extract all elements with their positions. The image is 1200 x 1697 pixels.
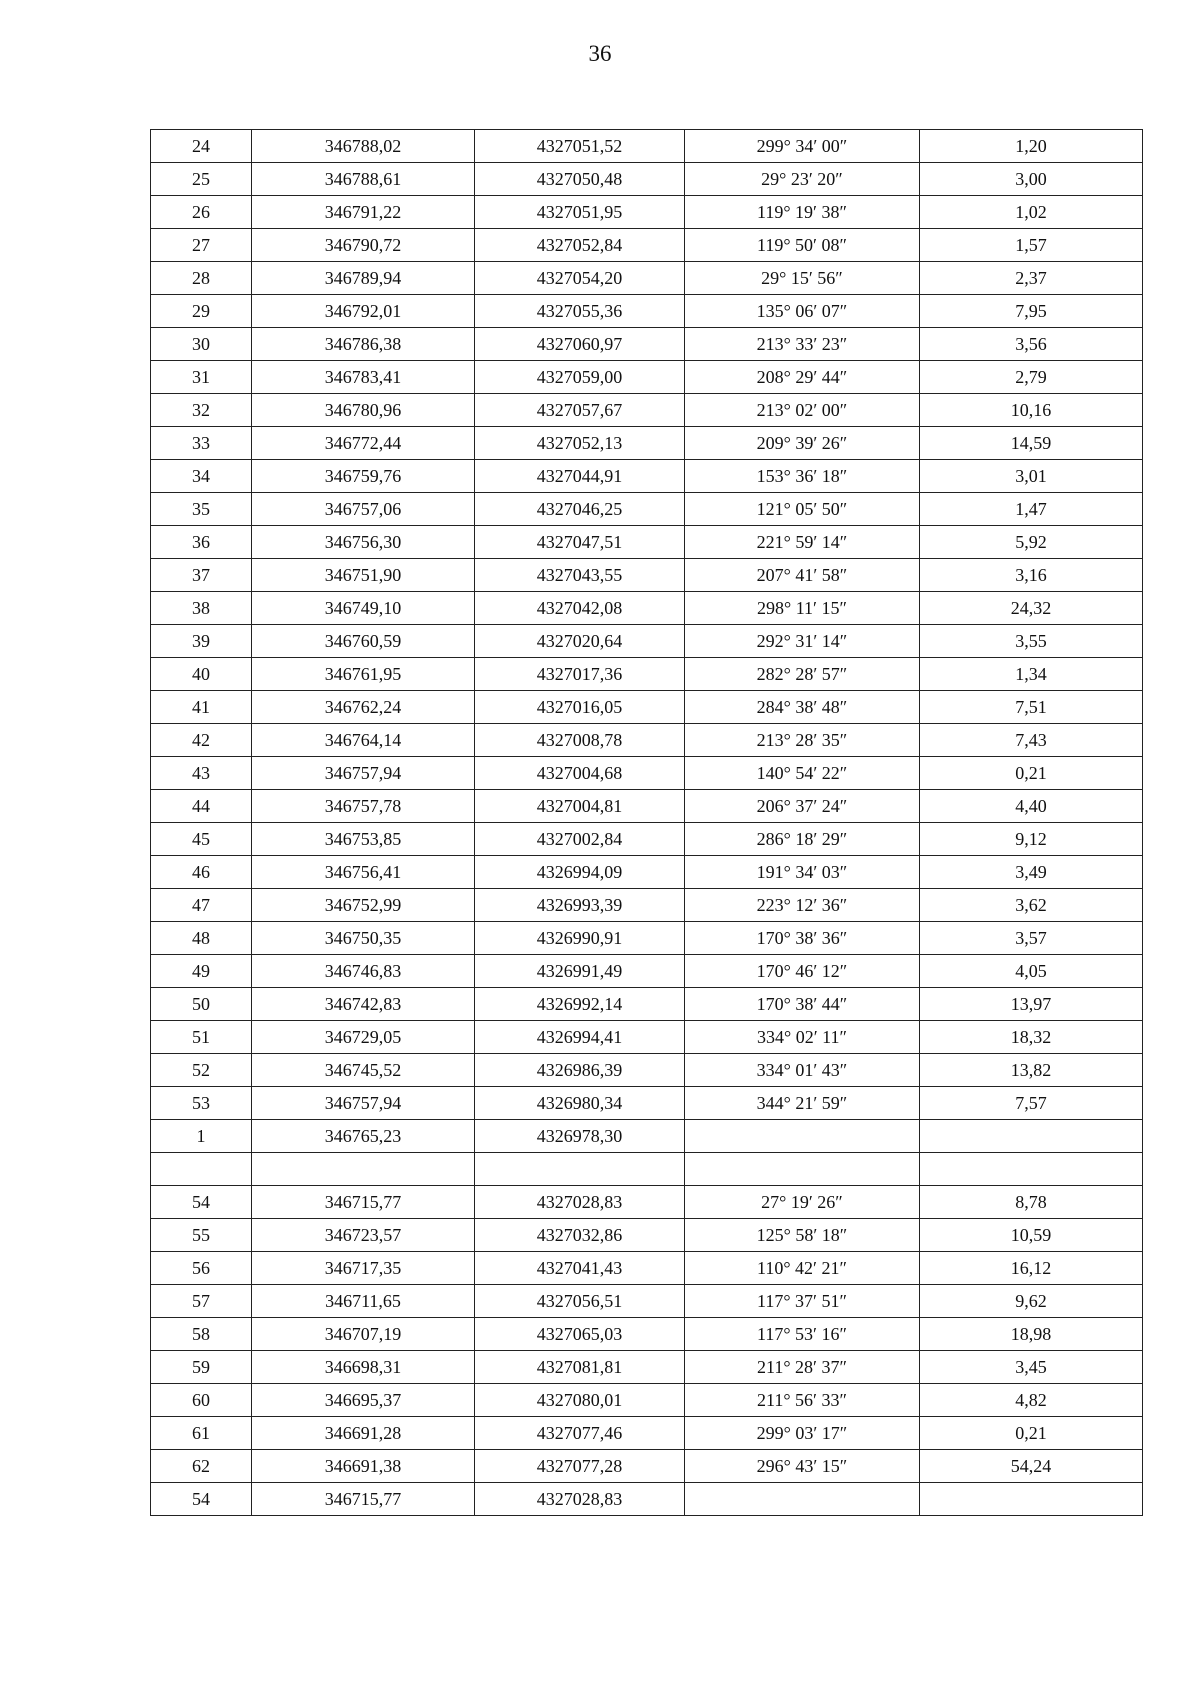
distance-cell: 2,37 bbox=[920, 262, 1143, 295]
y-coordinate-cell: 4326986,39 bbox=[475, 1054, 685, 1087]
direction-angle-cell: 211° 56′ 33″ bbox=[685, 1384, 920, 1417]
x-coordinate-cell: 346761,95 bbox=[252, 658, 475, 691]
table-row bbox=[151, 1417, 1143, 1450]
distance-cell: 18,32 bbox=[920, 1021, 1143, 1054]
point-number-cell: 34 bbox=[151, 460, 252, 493]
point-number-cell: 40 bbox=[151, 658, 252, 691]
y-coordinate-cell: 4327052,84 bbox=[475, 229, 685, 262]
point-number-cell: 24 bbox=[151, 130, 252, 163]
distance-cell: 1,20 bbox=[920, 130, 1143, 163]
y-coordinate-cell bbox=[475, 1153, 685, 1186]
page-number: 36 bbox=[588, 41, 612, 66]
y-coordinate-cell: 4327028,83 bbox=[475, 1483, 685, 1516]
x-coordinate-cell: 346756,30 bbox=[252, 526, 475, 559]
x-coordinate-cell: 346751,90 bbox=[252, 559, 475, 592]
distance-cell: 13,82 bbox=[920, 1054, 1143, 1087]
x-coordinate-cell: 346745,52 bbox=[252, 1054, 475, 1087]
y-coordinate-cell: 4327077,28 bbox=[475, 1450, 685, 1483]
table-row bbox=[151, 229, 1143, 262]
distance-cell: 0,21 bbox=[920, 757, 1143, 790]
x-coordinate-cell: 346759,76 bbox=[252, 460, 475, 493]
table-row bbox=[151, 526, 1143, 559]
x-coordinate-cell: 346757,06 bbox=[252, 493, 475, 526]
table-row bbox=[151, 1384, 1143, 1417]
y-coordinate-cell: 4327077,46 bbox=[475, 1417, 685, 1450]
table-row bbox=[151, 460, 1143, 493]
x-coordinate-cell: 346750,35 bbox=[252, 922, 475, 955]
y-coordinate-cell: 4327017,36 bbox=[475, 658, 685, 691]
table-row bbox=[151, 559, 1143, 592]
y-coordinate-cell: 4327051,95 bbox=[475, 196, 685, 229]
table-row bbox=[151, 1450, 1143, 1483]
distance-cell: 4,82 bbox=[920, 1384, 1143, 1417]
distance-cell: 3,57 bbox=[920, 922, 1143, 955]
distance-cell: 10,16 bbox=[920, 394, 1143, 427]
y-coordinate-cell: 4327051,52 bbox=[475, 130, 685, 163]
direction-angle-cell: 27° 19′ 26″ bbox=[685, 1186, 920, 1219]
direction-angle-cell: 299° 34′ 00″ bbox=[685, 130, 920, 163]
x-coordinate-cell: 346746,83 bbox=[252, 955, 475, 988]
x-coordinate-cell: 346789,94 bbox=[252, 262, 475, 295]
table-row bbox=[151, 955, 1143, 988]
table-row bbox=[151, 691, 1143, 724]
point-number-cell: 38 bbox=[151, 592, 252, 625]
y-coordinate-cell: 4327056,51 bbox=[475, 1285, 685, 1318]
direction-angle-cell: 299° 03′ 17″ bbox=[685, 1417, 920, 1450]
point-number-cell: 56 bbox=[151, 1252, 252, 1285]
table-row bbox=[151, 1054, 1143, 1087]
distance-cell: 3,62 bbox=[920, 889, 1143, 922]
y-coordinate-cell: 4327052,13 bbox=[475, 427, 685, 460]
distance-cell: 2,79 bbox=[920, 361, 1143, 394]
point-number-cell: 26 bbox=[151, 196, 252, 229]
x-coordinate-cell: 346691,38 bbox=[252, 1450, 475, 1483]
point-number-cell: 35 bbox=[151, 493, 252, 526]
y-coordinate-cell: 4327055,36 bbox=[475, 295, 685, 328]
table-row bbox=[151, 1285, 1143, 1318]
distance-cell bbox=[920, 1120, 1143, 1153]
x-coordinate-cell: 346715,77 bbox=[252, 1186, 475, 1219]
y-coordinate-cell: 4327059,00 bbox=[475, 361, 685, 394]
table-row bbox=[151, 1351, 1143, 1384]
direction-angle-cell: 170° 38′ 36″ bbox=[685, 922, 920, 955]
x-coordinate-cell: 346760,59 bbox=[252, 625, 475, 658]
table-row bbox=[151, 328, 1143, 361]
direction-angle-cell: 119° 50′ 08″ bbox=[685, 229, 920, 262]
point-number-cell: 46 bbox=[151, 856, 252, 889]
table-row bbox=[151, 889, 1143, 922]
point-number-cell: 32 bbox=[151, 394, 252, 427]
point-number-cell: 47 bbox=[151, 889, 252, 922]
distance-cell: 3,55 bbox=[920, 625, 1143, 658]
y-coordinate-cell: 4327080,01 bbox=[475, 1384, 685, 1417]
distance-cell: 3,56 bbox=[920, 328, 1143, 361]
point-number-cell: 59 bbox=[151, 1351, 252, 1384]
direction-angle-cell: 29° 15′ 56″ bbox=[685, 262, 920, 295]
y-coordinate-cell: 4326978,30 bbox=[475, 1120, 685, 1153]
distance-cell: 9,62 bbox=[920, 1285, 1143, 1318]
x-coordinate-cell: 346780,96 bbox=[252, 394, 475, 427]
x-coordinate-cell: 346752,99 bbox=[252, 889, 475, 922]
table-row bbox=[151, 988, 1143, 1021]
x-coordinate-cell: 346792,01 bbox=[252, 295, 475, 328]
y-coordinate-cell: 4327004,81 bbox=[475, 790, 685, 823]
distance-cell: 7,43 bbox=[920, 724, 1143, 757]
y-coordinate-cell: 4327065,03 bbox=[475, 1318, 685, 1351]
y-coordinate-cell: 4327016,05 bbox=[475, 691, 685, 724]
direction-angle-cell: 286° 18′ 29″ bbox=[685, 823, 920, 856]
table-row bbox=[151, 1087, 1143, 1120]
point-number-cell: 54 bbox=[151, 1186, 252, 1219]
x-coordinate-cell bbox=[252, 1153, 475, 1186]
table-row bbox=[151, 1153, 1143, 1186]
distance-cell bbox=[920, 1153, 1143, 1186]
distance-cell: 3,00 bbox=[920, 163, 1143, 196]
x-coordinate-cell: 346757,94 bbox=[252, 757, 475, 790]
point-number-cell: 58 bbox=[151, 1318, 252, 1351]
distance-cell: 10,59 bbox=[920, 1219, 1143, 1252]
y-coordinate-cell: 4327008,78 bbox=[475, 724, 685, 757]
distance-cell: 13,97 bbox=[920, 988, 1143, 1021]
x-coordinate-cell: 346711,65 bbox=[252, 1285, 475, 1318]
distance-cell: 7,51 bbox=[920, 691, 1143, 724]
point-number-cell: 42 bbox=[151, 724, 252, 757]
y-coordinate-cell: 4327028,83 bbox=[475, 1186, 685, 1219]
x-coordinate-cell: 346791,22 bbox=[252, 196, 475, 229]
x-coordinate-cell: 346753,85 bbox=[252, 823, 475, 856]
direction-angle-cell bbox=[685, 1153, 920, 1186]
direction-angle-cell: 208° 29′ 44″ bbox=[685, 361, 920, 394]
direction-angle-cell: 213° 33′ 23″ bbox=[685, 328, 920, 361]
y-coordinate-cell: 4326991,49 bbox=[475, 955, 685, 988]
point-number-cell: 37 bbox=[151, 559, 252, 592]
distance-cell: 16,12 bbox=[920, 1252, 1143, 1285]
direction-angle-cell: 211° 28′ 37″ bbox=[685, 1351, 920, 1384]
y-coordinate-cell: 4327060,97 bbox=[475, 328, 685, 361]
table-row bbox=[151, 1318, 1143, 1351]
direction-angle-cell: 284° 38′ 48″ bbox=[685, 691, 920, 724]
y-coordinate-cell: 4327081,81 bbox=[475, 1351, 685, 1384]
y-coordinate-cell: 4327050,48 bbox=[475, 163, 685, 196]
point-number-cell: 43 bbox=[151, 757, 252, 790]
y-coordinate-cell: 4326980,34 bbox=[475, 1087, 685, 1120]
table-row bbox=[151, 196, 1143, 229]
x-coordinate-cell: 346783,41 bbox=[252, 361, 475, 394]
x-coordinate-cell: 346757,94 bbox=[252, 1087, 475, 1120]
direction-angle-cell: 125° 58′ 18″ bbox=[685, 1219, 920, 1252]
point-number-cell: 31 bbox=[151, 361, 252, 394]
table-row bbox=[151, 1120, 1143, 1153]
y-coordinate-cell: 4327044,91 bbox=[475, 460, 685, 493]
distance-cell: 1,34 bbox=[920, 658, 1143, 691]
distance-cell: 1,02 bbox=[920, 196, 1143, 229]
point-number-cell: 55 bbox=[151, 1219, 252, 1252]
x-coordinate-cell: 346788,02 bbox=[252, 130, 475, 163]
x-coordinate-cell: 346757,78 bbox=[252, 790, 475, 823]
x-coordinate-cell: 346723,57 bbox=[252, 1219, 475, 1252]
direction-angle-cell: 292° 31′ 14″ bbox=[685, 625, 920, 658]
y-coordinate-cell: 4327057,67 bbox=[475, 394, 685, 427]
y-coordinate-cell: 4327041,43 bbox=[475, 1252, 685, 1285]
direction-angle-cell: 209° 39′ 26″ bbox=[685, 427, 920, 460]
table-row bbox=[151, 592, 1143, 625]
point-number-cell: 62 bbox=[151, 1450, 252, 1483]
y-coordinate-cell: 4327032,86 bbox=[475, 1219, 685, 1252]
point-number-cell: 49 bbox=[151, 955, 252, 988]
distance-cell: 4,40 bbox=[920, 790, 1143, 823]
point-number-cell: 25 bbox=[151, 163, 252, 196]
distance-cell: 24,32 bbox=[920, 592, 1143, 625]
y-coordinate-cell: 4327054,20 bbox=[475, 262, 685, 295]
direction-angle-cell: 298° 11′ 15″ bbox=[685, 592, 920, 625]
y-coordinate-cell: 4327042,08 bbox=[475, 592, 685, 625]
x-coordinate-cell: 346788,61 bbox=[252, 163, 475, 196]
direction-angle-cell: 153° 36′ 18″ bbox=[685, 460, 920, 493]
x-coordinate-cell: 346729,05 bbox=[252, 1021, 475, 1054]
distance-cell: 7,95 bbox=[920, 295, 1143, 328]
distance-cell: 18,98 bbox=[920, 1318, 1143, 1351]
distance-cell: 1,57 bbox=[920, 229, 1143, 262]
distance-cell: 4,05 bbox=[920, 955, 1143, 988]
point-number-cell: 44 bbox=[151, 790, 252, 823]
table-row bbox=[151, 856, 1143, 889]
point-number-cell: 52 bbox=[151, 1054, 252, 1087]
y-coordinate-cell: 4327002,84 bbox=[475, 823, 685, 856]
table-row bbox=[151, 790, 1143, 823]
y-coordinate-cell: 4326994,41 bbox=[475, 1021, 685, 1054]
x-coordinate-cell: 346749,10 bbox=[252, 592, 475, 625]
direction-angle-cell: 344° 21′ 59″ bbox=[685, 1087, 920, 1120]
table-row bbox=[151, 262, 1143, 295]
x-coordinate-cell: 346695,37 bbox=[252, 1384, 475, 1417]
y-coordinate-cell: 4327004,68 bbox=[475, 757, 685, 790]
direction-angle-cell: 121° 05′ 50″ bbox=[685, 493, 920, 526]
direction-angle-cell: 221° 59′ 14″ bbox=[685, 526, 920, 559]
point-number-cell: 28 bbox=[151, 262, 252, 295]
distance-cell: 9,12 bbox=[920, 823, 1143, 856]
direction-angle-cell: 282° 28′ 57″ bbox=[685, 658, 920, 691]
direction-angle-cell: 119° 19′ 38″ bbox=[685, 196, 920, 229]
point-number-cell: 60 bbox=[151, 1384, 252, 1417]
x-coordinate-cell: 346772,44 bbox=[252, 427, 475, 460]
direction-angle-cell: 206° 37′ 24″ bbox=[685, 790, 920, 823]
point-number-cell: 51 bbox=[151, 1021, 252, 1054]
coordinates-table bbox=[150, 129, 1143, 1516]
direction-angle-cell: 29° 23′ 20″ bbox=[685, 163, 920, 196]
distance-cell: 3,49 bbox=[920, 856, 1143, 889]
table-row bbox=[151, 658, 1143, 691]
y-coordinate-cell: 4326990,91 bbox=[475, 922, 685, 955]
y-coordinate-cell: 4326994,09 bbox=[475, 856, 685, 889]
table-row bbox=[151, 1252, 1143, 1285]
coordinates-table-body bbox=[151, 130, 1143, 1516]
table-row bbox=[151, 427, 1143, 460]
point-number-cell: 1 bbox=[151, 1120, 252, 1153]
table-row bbox=[151, 1219, 1143, 1252]
x-coordinate-cell: 346707,19 bbox=[252, 1318, 475, 1351]
point-number-cell: 30 bbox=[151, 328, 252, 361]
x-coordinate-cell: 346715,77 bbox=[252, 1483, 475, 1516]
point-number-cell: 57 bbox=[151, 1285, 252, 1318]
point-number-cell: 33 bbox=[151, 427, 252, 460]
y-coordinate-cell: 4326992,14 bbox=[475, 988, 685, 1021]
x-coordinate-cell: 346765,23 bbox=[252, 1120, 475, 1153]
table-row bbox=[151, 922, 1143, 955]
distance-cell: 7,57 bbox=[920, 1087, 1143, 1120]
table-row bbox=[151, 757, 1143, 790]
table-row bbox=[151, 295, 1143, 328]
point-number-cell: 48 bbox=[151, 922, 252, 955]
y-coordinate-cell: 4327046,25 bbox=[475, 493, 685, 526]
point-number-cell: 39 bbox=[151, 625, 252, 658]
distance-cell bbox=[920, 1483, 1143, 1516]
direction-angle-cell: 296° 43′ 15″ bbox=[685, 1450, 920, 1483]
table-row bbox=[151, 163, 1143, 196]
distance-cell: 0,21 bbox=[920, 1417, 1143, 1450]
distance-cell: 3,45 bbox=[920, 1351, 1143, 1384]
point-number-cell bbox=[151, 1153, 252, 1186]
direction-angle-cell: 213° 02′ 00″ bbox=[685, 394, 920, 427]
table-row bbox=[151, 1021, 1143, 1054]
x-coordinate-cell: 346698,31 bbox=[252, 1351, 475, 1384]
direction-angle-cell: 117° 37′ 51″ bbox=[685, 1285, 920, 1318]
x-coordinate-cell: 346742,83 bbox=[252, 988, 475, 1021]
point-number-cell: 50 bbox=[151, 988, 252, 1021]
x-coordinate-cell: 346764,14 bbox=[252, 724, 475, 757]
x-coordinate-cell: 346756,41 bbox=[252, 856, 475, 889]
point-number-cell: 54 bbox=[151, 1483, 252, 1516]
y-coordinate-cell: 4327047,51 bbox=[475, 526, 685, 559]
direction-angle-cell: 135° 06′ 07″ bbox=[685, 295, 920, 328]
table-row bbox=[151, 493, 1143, 526]
distance-cell: 14,59 bbox=[920, 427, 1143, 460]
direction-angle-cell bbox=[685, 1483, 920, 1516]
table-row bbox=[151, 823, 1143, 856]
y-coordinate-cell: 4326993,39 bbox=[475, 889, 685, 922]
distance-cell: 8,78 bbox=[920, 1186, 1143, 1219]
direction-angle-cell: 223° 12′ 36″ bbox=[685, 889, 920, 922]
direction-angle-cell: 170° 46′ 12″ bbox=[685, 955, 920, 988]
x-coordinate-cell: 346786,38 bbox=[252, 328, 475, 361]
point-number-cell: 45 bbox=[151, 823, 252, 856]
direction-angle-cell: 191° 34′ 03″ bbox=[685, 856, 920, 889]
direction-angle-cell bbox=[685, 1120, 920, 1153]
table-row bbox=[151, 1186, 1143, 1219]
table-row bbox=[151, 625, 1143, 658]
y-coordinate-cell: 4327020,64 bbox=[475, 625, 685, 658]
direction-angle-cell: 213° 28′ 35″ bbox=[685, 724, 920, 757]
distance-cell: 3,16 bbox=[920, 559, 1143, 592]
distance-cell: 54,24 bbox=[920, 1450, 1143, 1483]
distance-cell: 5,92 bbox=[920, 526, 1143, 559]
direction-angle-cell: 140° 54′ 22″ bbox=[685, 757, 920, 790]
point-number-cell: 36 bbox=[151, 526, 252, 559]
point-number-cell: 53 bbox=[151, 1087, 252, 1120]
direction-angle-cell: 207° 41′ 58″ bbox=[685, 559, 920, 592]
table-row bbox=[151, 130, 1143, 163]
point-number-cell: 27 bbox=[151, 229, 252, 262]
direction-angle-cell: 334° 02′ 11″ bbox=[685, 1021, 920, 1054]
table-row bbox=[151, 1483, 1143, 1516]
x-coordinate-cell: 346790,72 bbox=[252, 229, 475, 262]
x-coordinate-cell: 346691,28 bbox=[252, 1417, 475, 1450]
table-row bbox=[151, 724, 1143, 757]
direction-angle-cell: 334° 01′ 43″ bbox=[685, 1054, 920, 1087]
direction-angle-cell: 117° 53′ 16″ bbox=[685, 1318, 920, 1351]
distance-cell: 3,01 bbox=[920, 460, 1143, 493]
table-row bbox=[151, 361, 1143, 394]
distance-cell: 1,47 bbox=[920, 493, 1143, 526]
table-row bbox=[151, 394, 1143, 427]
direction-angle-cell: 110° 42′ 21″ bbox=[685, 1252, 920, 1285]
x-coordinate-cell: 346717,35 bbox=[252, 1252, 475, 1285]
point-number-cell: 29 bbox=[151, 295, 252, 328]
x-coordinate-cell: 346762,24 bbox=[252, 691, 475, 724]
direction-angle-cell: 170° 38′ 44″ bbox=[685, 988, 920, 1021]
y-coordinate-cell: 4327043,55 bbox=[475, 559, 685, 592]
point-number-cell: 41 bbox=[151, 691, 252, 724]
point-number-cell: 61 bbox=[151, 1417, 252, 1450]
